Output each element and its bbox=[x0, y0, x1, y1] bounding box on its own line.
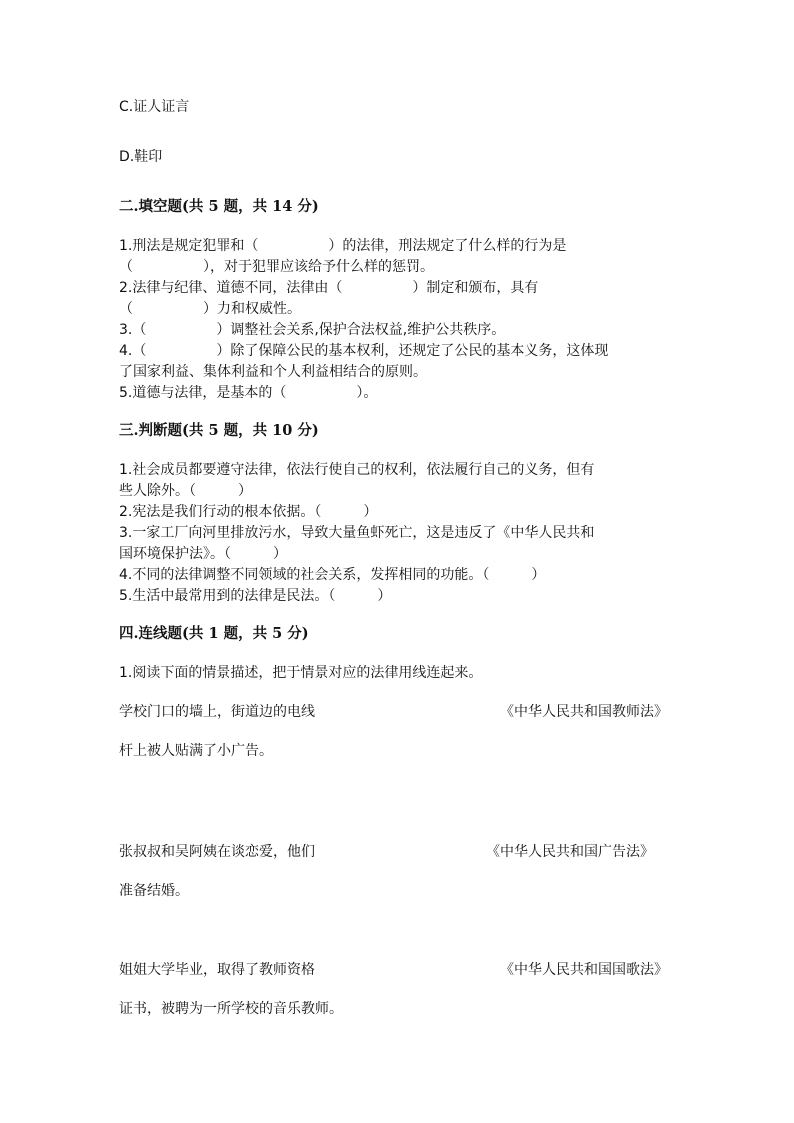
scenario-3-line2: 证书，被聘为一所学校的音乐教师。 bbox=[119, 1001, 343, 1017]
scenario-2-line1: 张叔叔和吴阿姨在谈恋爱，他们 bbox=[119, 844, 315, 860]
law-item-3: 《中华人民共和国国歌法》 bbox=[500, 962, 668, 978]
section2-line: （ ）力和权威性。 bbox=[119, 301, 301, 317]
scenario-1-line2: 杆上被人贴满了小广告。 bbox=[119, 743, 273, 759]
option-d: D.鞋印 bbox=[119, 149, 163, 165]
option-c: C.证人证言 bbox=[119, 99, 190, 115]
section3-title: 三.判断题(共 5 题，共 10 分) bbox=[119, 422, 319, 439]
section3-line: 2.宪法是我们行动的根本依据。（ ） bbox=[119, 504, 378, 520]
section2-title: 二.填空题(共 5 题，共 14 分) bbox=[119, 198, 319, 215]
section4-title: 四.连线题(共 1 题，共 5 分) bbox=[119, 625, 309, 642]
section3-line: 5.生活中最常用到的法律是民法。（ ） bbox=[119, 588, 392, 604]
section4-instruction: 1.阅读下面的情景描述，把于情景对应的法律用线连起来。 bbox=[119, 665, 483, 681]
section2-line: 4.（ ）除了保障公民的基本权利，还规定了公民的基本义务，这体现 bbox=[119, 343, 609, 359]
section2-line: （ ），对于犯罪应该给予什么样的惩罚。 bbox=[119, 259, 434, 275]
law-item-2: 《中华人民共和国广告法》 bbox=[486, 844, 654, 860]
law-item-1: 《中华人民共和国教师法》 bbox=[500, 704, 668, 720]
section3-line: 4.不同的法律调整不同领域的社会关系，发挥相同的功能。（ ） bbox=[119, 567, 546, 583]
section3-line: 国环境保护法》。（ ） bbox=[119, 546, 287, 562]
section3-line: 1.社会成员都要遵守法律，依法行使自己的权利，依法履行自己的义务，但有 bbox=[119, 462, 595, 478]
scenario-3-line1: 姐姐大学毕业，取得了教师资格 bbox=[119, 962, 315, 978]
section2-line: 2.法律与纪律、道德不同，法律由（ ）制定和颁布，具有 bbox=[119, 280, 539, 296]
scenario-1-line1: 学校门口的墙上，街道边的电线 bbox=[119, 704, 315, 720]
section3-line: 些人除外。（ ） bbox=[119, 483, 252, 499]
scenario-2-line2: 准备结婚。 bbox=[119, 883, 189, 899]
section2-line: 5.道德与法律，是基本的（ ）。 bbox=[119, 385, 378, 401]
section2-line: 1.刑法是规定犯罪和（ ）的法律，刑法规定了什么样的行为是 bbox=[119, 238, 567, 254]
section3-line: 3.一家工厂向河里排放污水，导致大量鱼虾死亡，这是违反了《中华人民共和 bbox=[119, 525, 595, 541]
section2-line: 3.（ ）调整社会关系,保护合法权益,维护公共秩序。 bbox=[119, 322, 506, 338]
section2-line: 了国家利益、集体利益和个人利益相结合的原则。 bbox=[119, 364, 427, 380]
